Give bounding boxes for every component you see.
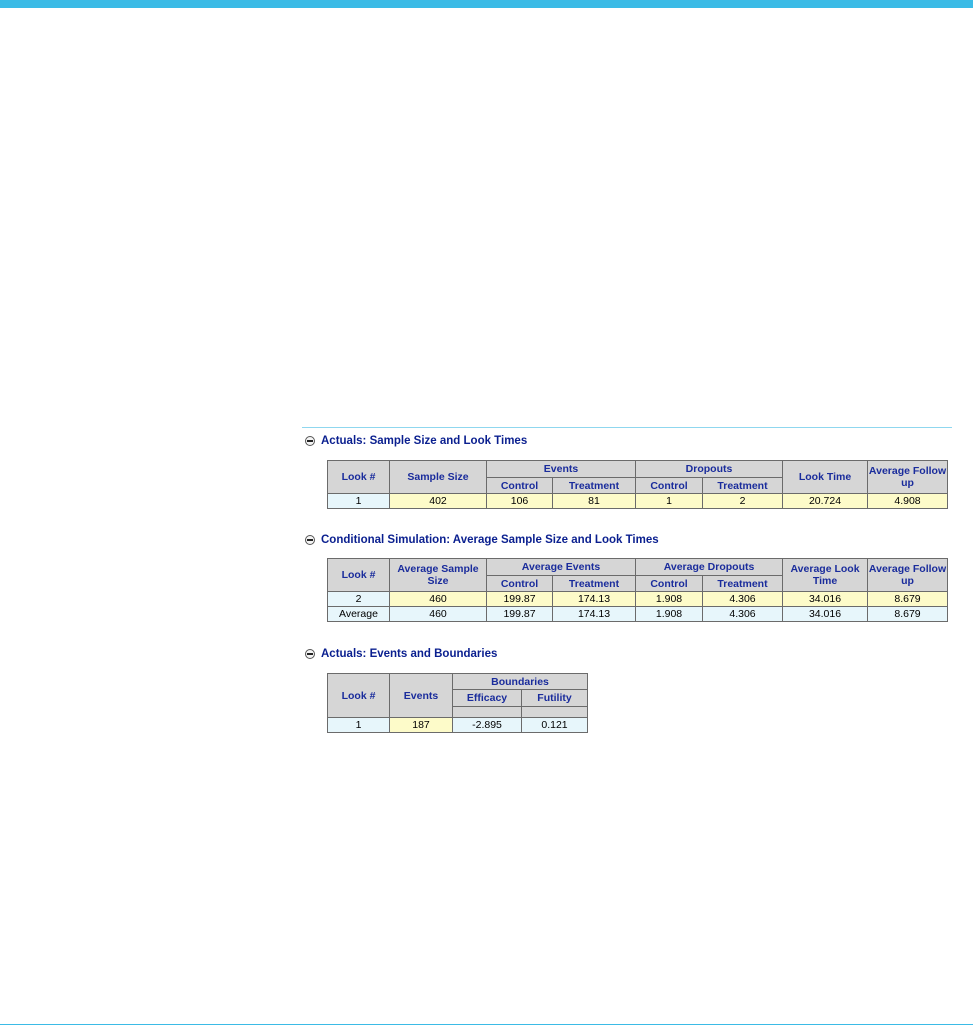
header-dropouts-treatment: Treatment [703,478,783,494]
table-row [328,718,588,733]
cell-events-control: 199.87 [487,607,553,622]
cell-dropouts-treatment: 4.306 [703,607,783,622]
header-sample-size: Sample Size [390,461,487,494]
header-dropouts-control: Control [636,478,703,494]
cell-look: 1 [328,494,390,509]
cell-events-control: 199.87 [487,592,553,607]
cell-events-treatment: 174.13 [553,592,636,607]
header-boundaries: Boundaries [453,674,588,690]
cell-sample-size: 460 [390,607,487,622]
table-row [328,592,948,607]
header-look-time: Average Look Time [783,559,868,592]
cell-follow-up: 4.908 [868,494,948,509]
cell-events-control: 106 [487,494,553,509]
header-look: Look # [328,461,390,494]
conditional-simulation-table [327,558,948,622]
collapse-icon[interactable] [305,535,315,545]
cell-events-treatment: 81 [553,494,636,509]
table-row [328,494,948,509]
cell-look: 1 [328,718,390,733]
section-header-actuals-sample-size[interactable] [305,435,527,447]
cell-sample-size: 460 [390,592,487,607]
cell-look-time: 34.016 [783,592,868,607]
cell-events-treatment: 174.13 [553,607,636,622]
actuals-sample-size-table [327,460,948,509]
cell-sample-size: 402 [390,494,487,509]
header-events: Events [487,461,636,478]
top-accent-bar [0,0,973,8]
cell-futility: 0.121 [522,718,588,733]
header-look-time: Look Time [783,461,868,494]
cell-look-time: 34.016 [783,607,868,622]
bottom-divider [0,1024,973,1025]
collapse-icon[interactable] [305,436,315,446]
collapse-icon[interactable] [305,649,315,659]
header-events-treatment: Treatment [553,576,636,592]
header-events: Events [390,674,453,718]
header-follow-up: Average Follow up [868,461,948,494]
cell-dropouts-control: 1 [636,494,703,509]
cell-events: 187 [390,718,453,733]
header-follow-up: Average Follow up [868,559,948,592]
section-header-conditional-simulation[interactable] [305,534,659,546]
header-dropouts: Dropouts [636,461,783,478]
events-boundaries-table [327,673,588,733]
cell-look: Average [328,607,390,622]
header-efficacy: Efficacy [453,690,522,707]
section-title: Conditional Simulation: Average Sample Size and Look Times [321,534,659,546]
header-events-control: Control [487,478,553,494]
header-sample-size: Average Sample Size [390,559,487,592]
cell-follow-up: 8.679 [868,592,948,607]
section-title: Actuals: Events and Boundaries [321,648,498,660]
cell-efficacy: -2.895 [453,718,522,733]
cell-dropouts-control: 1.908 [636,592,703,607]
table-row-average [328,607,948,622]
header-dropouts: Average Dropouts [636,559,783,576]
header-efficacy-sub [453,707,522,718]
cell-follow-up: 8.679 [868,607,948,622]
header-look: Look # [328,559,390,592]
section-title: Actuals: Sample Size and Look Times [321,435,528,447]
header-futility: Futility [522,690,588,707]
section-header-events-boundaries[interactable] [305,648,497,660]
cell-dropouts-treatment: 2 [703,494,783,509]
header-look: Look # [328,674,390,718]
cell-dropouts-control: 1.908 [636,607,703,622]
header-dropouts-treatment: Treatment [703,576,783,592]
header-events-control: Control [487,576,553,592]
cell-dropouts-treatment: 4.306 [703,592,783,607]
cell-look-time: 20.724 [783,494,868,509]
content-divider [302,427,952,428]
cell-look: 2 [328,592,390,607]
header-dropouts-control: Control [636,576,703,592]
header-events: Average Events [487,559,636,576]
header-futility-sub [522,707,588,718]
header-events-treatment: Treatment [553,478,636,494]
